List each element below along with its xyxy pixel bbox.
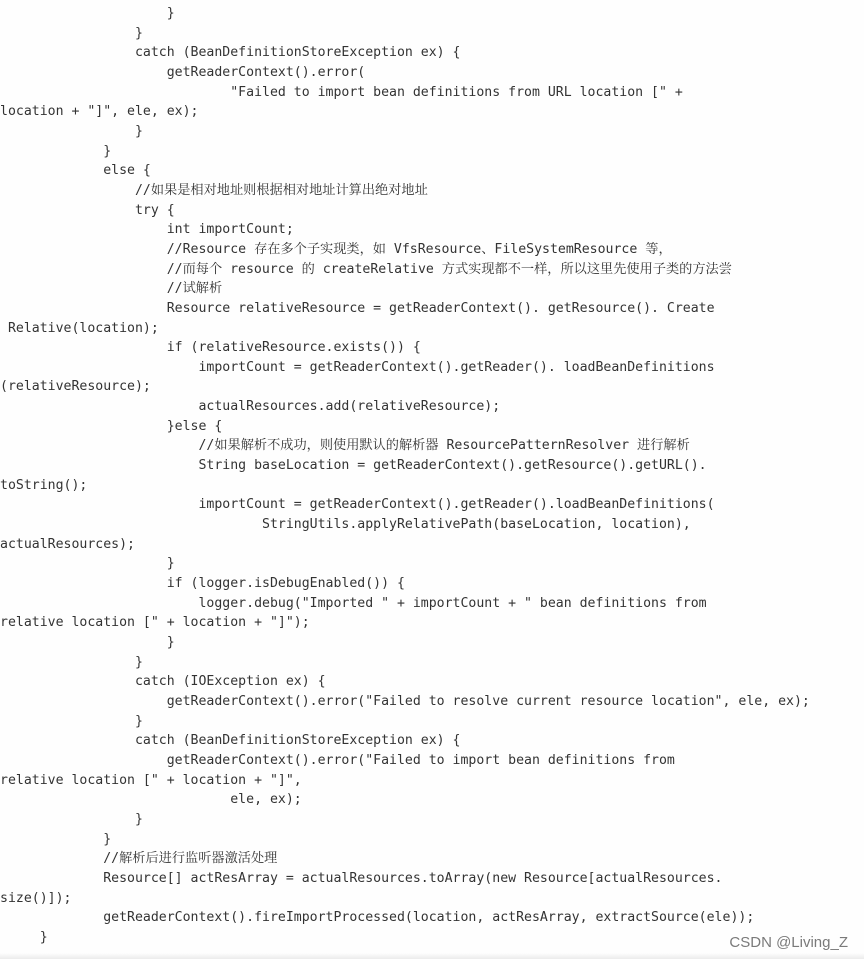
code-line: } — [0, 6, 175, 21]
code-line: } — [0, 635, 175, 650]
code-line: try { — [0, 202, 175, 218]
code-line: //试解析 — [0, 281, 223, 297]
code-line: } — [0, 713, 143, 729]
code-line: "Failed to import bean definitions from URL location [" + — [0, 84, 683, 100]
code-line: //Resource 存在多个子实现类，如 VfsResource、FileSystemResource 等， — [0, 241, 672, 257]
code-line: relative location [" + location + "]", — [0, 772, 302, 788]
code-line: } — [0, 123, 143, 139]
code-line: } — [0, 143, 112, 159]
code-line: ele, ex); — [0, 792, 302, 808]
code-line: //如果解析不成功，则使用默认的解析器 ResourcePatternResolver 进行解析 — [0, 438, 690, 454]
code-line: } — [0, 25, 143, 41]
code-line: location + "]", ele, ex); — [0, 104, 199, 120]
code-line: getReaderContext().error("Failed to import bean definitions from — [0, 752, 675, 768]
code-line: } — [0, 929, 48, 945]
code-line: }else { — [0, 418, 223, 434]
code-line: catch (BeanDefinitionStoreException ex) { — [0, 45, 461, 61]
code-line: Resource relativeResource = getReaderContext(). getResource(). Create — [0, 300, 715, 316]
code-listing — [0, 4, 864, 948]
code-line: if (logger.isDebugEnabled()) { — [0, 576, 405, 592]
code-line: } — [0, 831, 112, 847]
code-line: } — [0, 654, 143, 670]
code-line: else { — [0, 163, 151, 179]
code-line: String baseLocation = getReaderContext().getResource().getURL(). — [0, 458, 707, 474]
code-line: } — [0, 556, 175, 572]
watermark: CSDN @Living_Z — [729, 934, 848, 951]
code-line: //如果是相对地址则根据相对地址计算出绝对地址 — [0, 182, 428, 198]
code-line: catch (BeanDefinitionStoreException ex) { — [0, 733, 461, 749]
code-line: importCount = getReaderContext().getReader(). loadBeanDefinitions — [0, 359, 715, 375]
code-line: catch (IOException ex) { — [0, 674, 326, 690]
code-line: getReaderContext().error("Failed to resolve current resource location", ele, ex); — [0, 693, 810, 709]
code-line: actualResources.add(relativeResource); — [0, 399, 501, 415]
code-line: Relative(location); — [0, 320, 159, 336]
code-line: actualResources); — [0, 536, 135, 552]
code-line: } — [0, 811, 143, 827]
code-line: toString(); — [0, 477, 88, 493]
code-line: getReaderContext().error( — [0, 64, 366, 80]
code-line: //而每个 resource 的 createRelative 方式实现都不一样，所以这里先使用子类的方法尝 — [0, 261, 732, 277]
code-line: relative location [" + location + "]"); — [0, 615, 310, 631]
code-line: logger.debug("Imported " + importCount + " bean definitions from — [0, 595, 707, 611]
code-line: size()]); — [0, 890, 72, 906]
code-line: //解析后进行监听器激活处理 — [0, 851, 278, 867]
code-line: getReaderContext().fireImportProcessed(location, actResArray, extractSource(ele)); — [0, 910, 755, 926]
code-line: int importCount; — [0, 222, 294, 238]
code-line: importCount = getReaderContext().getReader().loadBeanDefinitions( — [0, 497, 715, 513]
code-line: if (relativeResource.exists()) { — [0, 340, 421, 356]
page-edge-shadow — [0, 953, 864, 959]
code-line: Resource[] actResArray = actualResources.toArray(new Resource[actualResources. — [0, 870, 723, 886]
code-line: StringUtils.applyRelativePath(baseLocation, location), — [0, 517, 691, 533]
code-line: (relativeResource); — [0, 379, 151, 395]
